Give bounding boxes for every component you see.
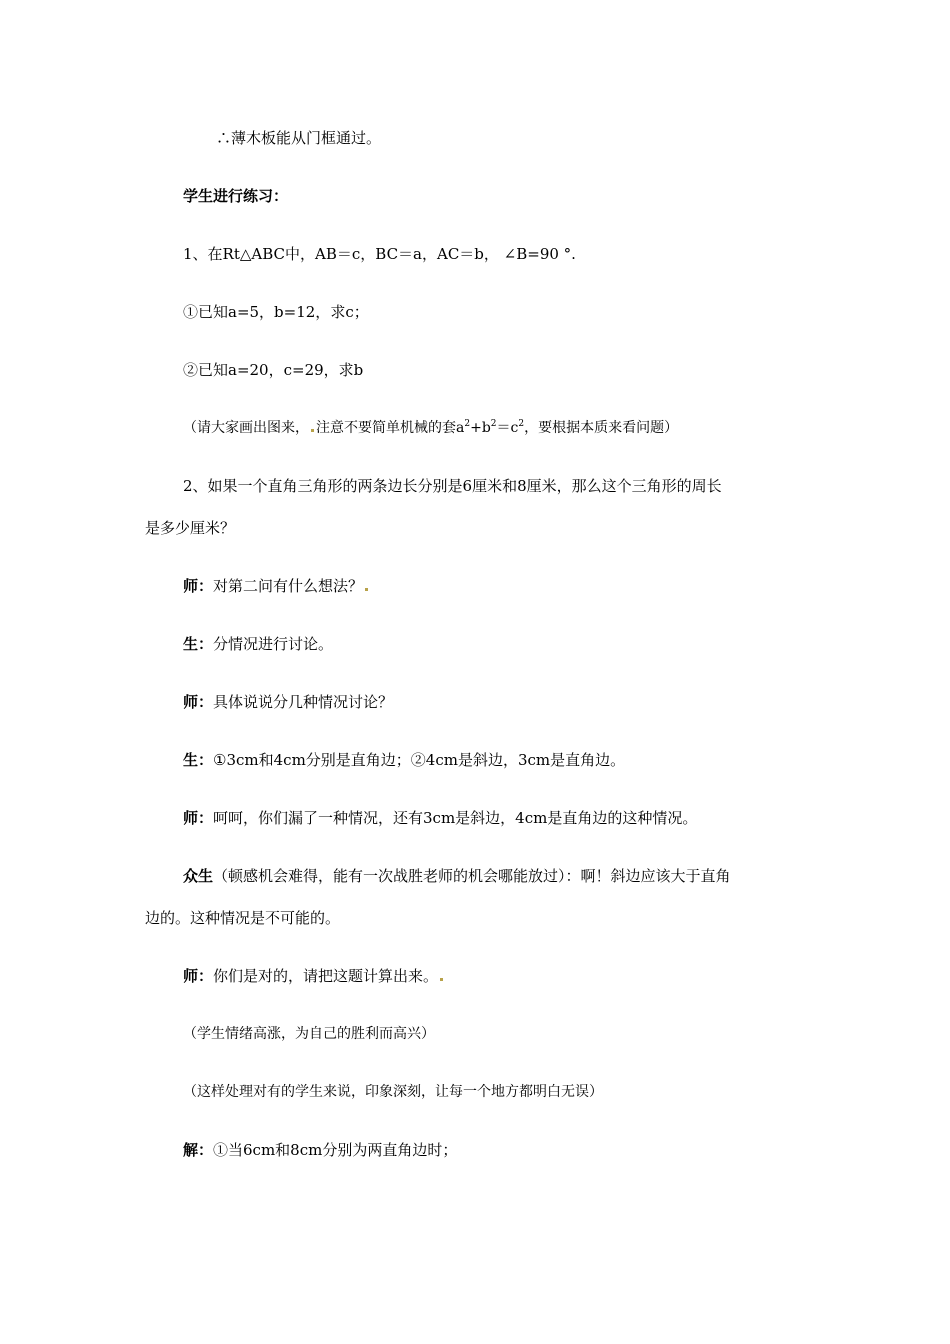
practice-heading: 学生进行练习： <box>183 187 289 205</box>
classroom-note-1: （学生情绪高涨，为自己的胜利而高兴） <box>183 1026 435 1042</box>
speaker-student: 生： <box>183 751 214 769</box>
exercise-1-part-2: ②已知a=20，c=29，求b <box>183 361 364 379</box>
note-suffix: ，要根据本质来看问题） <box>524 420 679 436</box>
dialogue-text: （顿感机会难得，能有一次战胜老师的机会哪能放过）：啊！斜边应该大于直角 <box>213 867 731 885</box>
solution-start <box>183 1140 457 1160</box>
dialogue-text: 对第二问有什么想法？ <box>213 577 364 595</box>
exercise-2-line-2: 是多少厘米？ <box>145 519 236 537</box>
dialogue-students-line-1 <box>183 866 731 886</box>
note-eq-c: ＝c <box>496 420 519 436</box>
speaker-teacher: 师： <box>183 809 214 827</box>
exponent: 2 <box>490 419 497 429</box>
dialogue-teacher-1 <box>183 576 370 596</box>
dialogue-text: 你们是对的，请把这题计算出来。 <box>213 967 439 985</box>
speaker-teacher: 师： <box>183 577 214 595</box>
dialogue-text: ①3cm和4cm分别是直角边；②4cm是斜边，3cm是直角边。 <box>213 751 626 769</box>
dialogue-students-line-2: 边的。这种情况是不可能的。 <box>145 909 341 927</box>
exercise-1-part-1: ①已知a=5，b=12，求c； <box>183 303 369 321</box>
classroom-note-2: （这样处理对有的学生来说，印象深刻，让每一个地方都明白无误） <box>183 1084 603 1100</box>
dialogue-text: 分情况进行讨论。 <box>213 635 334 653</box>
dialogue-teacher-2 <box>183 692 393 712</box>
dialogue-student-2 <box>183 750 625 770</box>
teacher-note-draw <box>183 418 678 438</box>
dialogue-teacher-3 <box>183 808 697 828</box>
annotation-dot <box>440 978 443 981</box>
solution-label: 解： <box>183 1141 214 1159</box>
exercise-1-statement: 1、在Rt△ABC中，AB＝c，BC＝a，AC＝b， ∠B=90 °. <box>183 245 576 263</box>
note-plus-b: +b <box>470 420 491 436</box>
speaker-student: 生： <box>183 635 214 653</box>
annotation-dot <box>311 429 314 432</box>
dialogue-student-1 <box>183 634 333 654</box>
speaker-teacher: 师： <box>183 967 214 985</box>
exponent: 2 <box>464 419 471 429</box>
exercise-2-line-1: 2、如果一个直角三角形的两条边长分别是6厘米和8厘米，那么这个三角形的周长 <box>183 477 722 495</box>
solution-text: ①当6cm和8cm分别为两直角边时； <box>213 1141 458 1159</box>
dialogue-text: 具体说说分几种情况讨论？ <box>213 693 394 711</box>
speaker-teacher: 师： <box>183 693 214 711</box>
note-prefix: （请大家画出图来， <box>183 420 309 436</box>
exponent: 2 <box>518 419 525 429</box>
dialogue-teacher-4 <box>183 966 445 986</box>
dialogue-text: 呵呵，你们漏了一种情况，还有3cm是斜边，4cm是直角边的这种情况。 <box>213 809 698 827</box>
speaker-students: 众生 <box>183 867 214 885</box>
conclusion-line: ∴薄木板能从门框通过。 <box>216 129 382 147</box>
note-middle: 注意不要简单机械的套a <box>316 420 465 436</box>
annotation-dot <box>365 588 368 591</box>
